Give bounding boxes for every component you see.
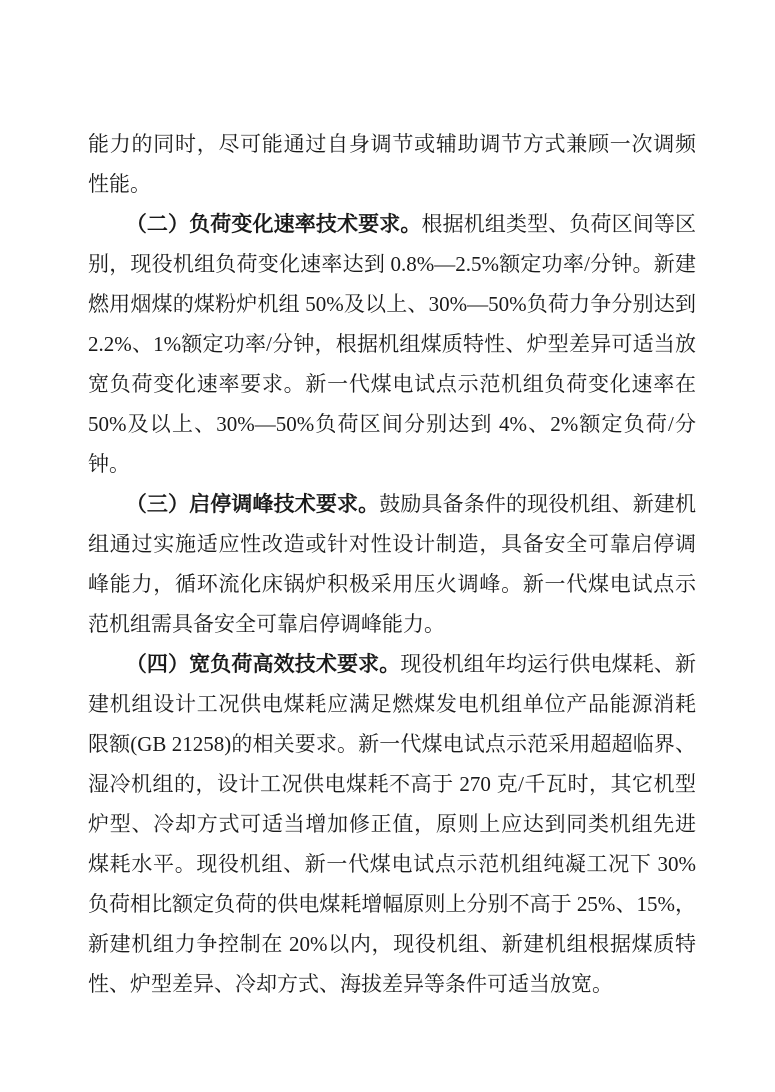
paragraph-continuation [88,124,696,204]
paragraph-text: 根据机组类型、负荷区间等区别，现役机组负荷变化速率达到 0.8%—2.5%额定功率/分钟。新建燃用烟煤的煤粉炉机组 50%及以上、30%—50%负荷力争分别达到 2.2%、1%额定功率/分钟，根据机组煤质特性、炉型差异可适当放宽负荷变化速率要求。新一代煤电试点示范机组负荷变化速率在 50%及以上、30%—50%负荷区间分别达到 4%、2%额定负荷/分钟。 [88,212,697,476]
paragraph-text: 能力的同时，尽可能通过自身调节或辅助调节方式兼顾一次调频性能。 [88,132,696,196]
paragraph-text: 鼓励具备条件的现役机组、新建机组通过实施适应性改造或针对性设计制造，具备安全可靠启停调峰能力，循环流化床锅炉积极采用压火调峰。新一代煤电试点示范机组需具备安全可靠启停调峰能力。 [88,492,697,636]
paragraph-text: 现役机组年均运行供电煤耗、新建机组设计工况供电煤耗应满足燃煤发电机组单位产品能源消耗限额(GB 21258)的相关要求。新一代煤电试点示范采用超超临界、湿冷机组的，设计工况供电煤耗不高于 270 克/千瓦时，其它机型炉型、冷却方式可适当增加修正值，原则上应达到同类机组先进煤耗水平。现役机组、新一代煤电试点示范机组纯凝工况下 30%负荷相比额定负荷的供电煤耗增幅原则上分别不高于 25%、15%，新建机组力争控制在 20%以内，现役机组、新建机组根据煤质特性、炉型差异、冷却方式、海拔差异等条件可适当放宽。 [88,652,697,996]
paragraph-section-4 [88,644,696,1004]
paragraph-section-3 [88,484,696,644]
section-heading-wide-load-efficiency: （四）宽负荷高效技术要求。 [125,652,401,676]
paragraph-section-2 [88,204,696,484]
section-heading-start-stop-peaking: （三）启停调峰技术要求。 [125,492,380,516]
section-heading-load-ramp-rate: （二）负荷变化速率技术要求。 [125,212,422,236]
